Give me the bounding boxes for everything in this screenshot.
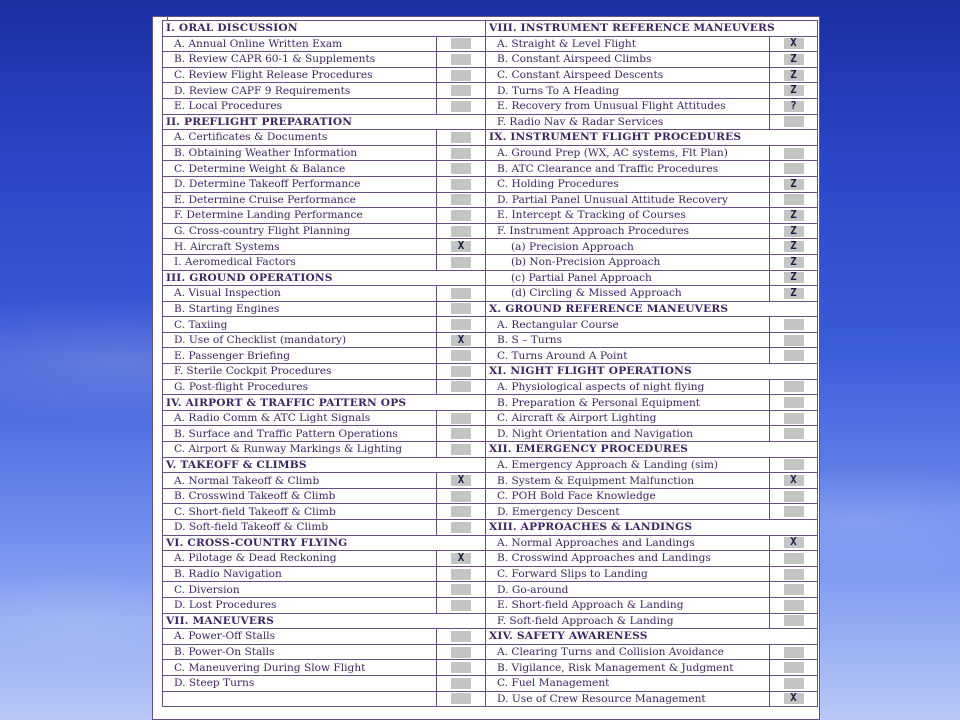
grade-cell[interactable] [437, 67, 486, 83]
grade-cell[interactable] [437, 176, 486, 192]
grade-mark [451, 600, 471, 611]
section-heading: V. TAKEOFF & CLIMBS [163, 457, 486, 473]
grade-cell[interactable] [437, 223, 486, 239]
grade-cell[interactable] [770, 535, 818, 551]
grade-mark [451, 366, 471, 377]
grade-mark [784, 148, 804, 159]
grade-mark [451, 288, 471, 299]
checklist-row [163, 52, 818, 68]
checklist-item-label: B. Obtaining Weather Information [163, 145, 437, 161]
grade-mark [451, 678, 471, 689]
checklist-item-label: A. Clearing Turns and Collision Avoidance [486, 644, 770, 660]
checklist-item-label: (c) Partial Panel Approach [486, 270, 770, 286]
checklist-item-label: C. Airport & Runway Markings & Lighting [163, 442, 437, 458]
grade-mark [784, 319, 804, 330]
grade-mark [784, 678, 804, 689]
grade-cell[interactable] [770, 317, 818, 333]
checklist-item-label: (a) Precision Approach [486, 239, 770, 255]
checklist-row [163, 67, 818, 83]
grade-cell[interactable] [770, 36, 818, 52]
grade-cell[interactable] [437, 597, 486, 613]
grade-mark [784, 335, 804, 346]
grade-cell[interactable] [437, 52, 486, 68]
section-heading: XIII. APPROACHES & LANDINGS [486, 520, 818, 536]
checklist-item-label: A. Physiological aspects of night flying [486, 379, 770, 395]
checklist-row [163, 36, 818, 52]
checklist-row [163, 457, 818, 473]
checklist-row [163, 317, 818, 333]
checklist-item-label [163, 691, 437, 707]
checklist-item-label: G. Cross-country Flight Planning [163, 223, 437, 239]
section-heading: II. PREFLIGHT PREPARATION [163, 114, 486, 130]
checklist-row [163, 613, 818, 629]
checklist-item-label: C. Determine Weight & Balance [163, 161, 437, 177]
checklist-item-label: A. Pilotage & Dead Reckoning [163, 551, 437, 567]
grade-cell[interactable] [770, 473, 818, 489]
grade-cell[interactable] [437, 379, 486, 395]
grade-mark [784, 381, 804, 392]
grade-mark [784, 615, 804, 626]
grade-mark [451, 662, 471, 673]
checklist-item-label: D. Steep Turns [163, 675, 437, 691]
grade-mark: Z [784, 272, 804, 283]
section-heading: XI. NIGHT FLIGHT OPERATIONS [486, 364, 818, 380]
grade-cell[interactable] [437, 520, 486, 536]
checklist-item-label: (d) Circling & Missed Approach [486, 286, 770, 302]
grade-cell[interactable] [437, 660, 486, 676]
grade-mark [451, 350, 471, 361]
checklist-item-label: C. Constant Airspeed Descents [486, 67, 770, 83]
grade-mark [451, 101, 471, 112]
grade-mark [451, 132, 471, 143]
grade-mark: Z [784, 210, 804, 221]
checklist-item-label: A. Ground Prep (WX, AC systems, Flt Plan) [486, 145, 770, 161]
checklist-item-label: B. Crosswind Approaches and Landings [486, 551, 770, 567]
grade-cell[interactable] [437, 644, 486, 660]
checklist-item-label: E. Passenger Briefing [163, 348, 437, 364]
grade-mark: Z [784, 179, 804, 190]
checklist-item-label: D. Review CAPF 9 Requirements [163, 83, 437, 99]
grade-cell[interactable] [770, 395, 818, 411]
checklist-item-label: A. Rectangular Course [486, 317, 770, 333]
checklist-row [163, 629, 818, 645]
checklist-item-label: F. Instrument Approach Procedures [486, 223, 770, 239]
section-heading: IV. AIRPORT & TRAFFIC PATTERN OPS [163, 395, 486, 411]
checklist-row [163, 551, 818, 567]
grade-mark: X [784, 475, 804, 486]
grade-mark: X [784, 693, 804, 704]
checklist-item-label: E. Determine Cruise Performance [163, 192, 437, 208]
checklist-row [163, 364, 818, 380]
checklist-item-label: (b) Non-Precision Approach [486, 254, 770, 270]
checklist-row [163, 301, 818, 317]
grade-cell[interactable] [770, 582, 818, 598]
grade-mark [451, 148, 471, 159]
checklist-row [163, 410, 818, 426]
grade-mark [451, 413, 471, 424]
grade-mark: Z [784, 85, 804, 96]
grade-cell[interactable] [770, 176, 818, 192]
checklist-row [163, 130, 818, 146]
grade-mark [784, 491, 804, 502]
checklist-row [163, 442, 818, 458]
grade-cell[interactable] [770, 551, 818, 567]
checklist-item-label: B. Power-On Stalls [163, 644, 437, 660]
checklist-item-label: H. Aircraft Systems [163, 239, 437, 255]
grade-mark [451, 70, 471, 81]
checklist-item-label: D. Turns To A Heading [486, 83, 770, 99]
checklist-row [163, 223, 818, 239]
grade-mark [451, 522, 471, 533]
section-heading: IX. INSTRUMENT FLIGHT PROCEDURES [486, 130, 818, 146]
checklist-item-label: B. System & Equipment Malfunction [486, 473, 770, 489]
section-heading: III. GROUND OPERATIONS [163, 270, 486, 286]
grade-mark [451, 631, 471, 642]
checklist-row [163, 691, 818, 707]
grade-cell[interactable] [770, 114, 818, 130]
grade-cell[interactable] [770, 286, 818, 302]
checklist-item-label: B. Surface and Traffic Pattern Operations [163, 426, 437, 442]
grade-cell[interactable] [770, 457, 818, 473]
grade-cell[interactable] [770, 566, 818, 582]
section-heading: VI. CROSS-COUNTRY FLYING [163, 535, 486, 551]
checklist-item-label: D. Soft-field Takeoff & Climb [163, 520, 437, 536]
grade-mark [451, 210, 471, 221]
grade-mark [784, 116, 804, 127]
checklist-row [163, 239, 818, 255]
grade-mark [451, 647, 471, 658]
checklist-row [163, 675, 818, 691]
checklist-item-label: A. Annual Online Written Exam [163, 36, 437, 52]
grade-cell[interactable] [437, 208, 486, 224]
grade-cell[interactable] [770, 98, 818, 114]
section-heading: I. ORAL DISCUSSION [163, 21, 486, 37]
grade-mark: X [784, 537, 804, 548]
grade-cell[interactable] [770, 67, 818, 83]
checklist-item-label: E. Short-field Approach & Landing [486, 597, 770, 613]
grade-cell[interactable] [770, 161, 818, 177]
grade-cell[interactable] [437, 317, 486, 333]
checklist-item-label: A. Certificates & Documents [163, 130, 437, 146]
checklist-item-label: G. Post-flight Procedures [163, 379, 437, 395]
checklist-item-label: D. Partial Panel Unusual Attitude Recovery [486, 192, 770, 208]
section-heading: XIV. SAFETY AWARENESS [486, 629, 818, 645]
grade-cell[interactable] [770, 332, 818, 348]
checklist-row [163, 161, 818, 177]
grade-cell[interactable] [437, 582, 486, 598]
grade-cell[interactable] [770, 675, 818, 691]
grade-cell[interactable] [437, 348, 486, 364]
grade-mark: X [451, 553, 471, 564]
section-heading: VII. MANEUVERS [163, 613, 486, 629]
grade-mark [784, 459, 804, 470]
checklist-item-label: D. Determine Takeoff Performance [163, 176, 437, 192]
grade-cell[interactable] [437, 566, 486, 582]
grade-mark [784, 194, 804, 205]
grade-cell[interactable] [437, 410, 486, 426]
grade-mark [451, 194, 471, 205]
grade-mark [451, 303, 471, 314]
grade-cell[interactable] [770, 83, 818, 99]
checklist-row [163, 504, 818, 520]
checklist-row [163, 208, 818, 224]
grade-mark [451, 163, 471, 174]
checklist-item-label: C. Diversion [163, 582, 437, 598]
grade-cell[interactable] [437, 239, 486, 255]
grade-mark [451, 319, 471, 330]
grade-mark [784, 662, 804, 673]
grade-cell[interactable] [770, 239, 818, 255]
checklist-item-label: C. Short-field Takeoff & Climb [163, 504, 437, 520]
grade-cell[interactable] [770, 644, 818, 660]
grade-cell[interactable] [770, 426, 818, 442]
checklist-row [163, 145, 818, 161]
grade-cell[interactable] [770, 208, 818, 224]
grade-mark: X [784, 38, 804, 49]
checklist-row [163, 597, 818, 613]
grade-cell[interactable] [770, 488, 818, 504]
checklist-item-label: B. S – Turns [486, 332, 770, 348]
grade-mark [451, 179, 471, 190]
grade-mark: Z [784, 54, 804, 65]
grade-cell[interactable] [437, 504, 486, 520]
grade-cell[interactable] [770, 270, 818, 286]
checklist-item-label: B. Starting Engines [163, 301, 437, 317]
checklist-item-label: F. Sterile Cockpit Procedures [163, 364, 437, 380]
checklist-row [163, 566, 818, 582]
grade-mark [784, 428, 804, 439]
grade-cell[interactable] [437, 192, 486, 208]
checklist-row [163, 660, 818, 676]
grade-cell[interactable] [437, 488, 486, 504]
grade-cell[interactable] [770, 223, 818, 239]
grade-mark [784, 553, 804, 564]
grade-mark [784, 584, 804, 595]
grade-cell[interactable] [437, 691, 486, 707]
checklist-row [163, 520, 818, 536]
checklist-row [163, 488, 818, 504]
grade-cell[interactable] [770, 691, 818, 707]
checklist-item-label: C. Holding Procedures [486, 176, 770, 192]
grade-cell[interactable] [770, 597, 818, 613]
grade-cell[interactable] [437, 629, 486, 645]
grade-mark [451, 584, 471, 595]
grade-mark [451, 257, 471, 268]
grade-mark: Z [784, 226, 804, 237]
checklist-row [163, 332, 818, 348]
grade-mark: Z [784, 70, 804, 81]
grade-mark [784, 569, 804, 580]
grade-cell[interactable] [437, 442, 486, 458]
section-heading: VIII. INSTRUMENT REFERENCE MANEUVERS [486, 21, 818, 37]
checklist-item-label: I. Aeromedical Factors [163, 254, 437, 270]
checklist-item-label: A. Radio Comm & ATC Light Signals [163, 410, 437, 426]
checklist-row [163, 473, 818, 489]
checklist-item-label: F. Determine Landing Performance [163, 208, 437, 224]
checklist-item-label: C. POH Bold Face Knowledge [486, 488, 770, 504]
checklist-item-label: D. Emergency Descent [486, 504, 770, 520]
checklist-item-label: C. Review Flight Release Procedures [163, 67, 437, 83]
grade-mark: X [451, 335, 471, 346]
section-heading: X. GROUND REFERENCE MANEUVERS [486, 301, 818, 317]
checklist-item-label: F. Soft-field Approach & Landing [486, 613, 770, 629]
checklist-item-label: C. Aircraft & Airport Lighting [486, 410, 770, 426]
grade-mark: Z [784, 288, 804, 299]
grade-mark [451, 54, 471, 65]
checklist-item-label: A. Power-Off Stalls [163, 629, 437, 645]
grade-mark [451, 85, 471, 96]
grade-cell[interactable] [770, 660, 818, 676]
checklist-sheet [152, 16, 820, 720]
checklist-item-label: C. Fuel Management [486, 675, 770, 691]
grade-cell[interactable] [770, 192, 818, 208]
checklist-row [163, 535, 818, 551]
grade-cell[interactable] [437, 36, 486, 52]
grade-cell[interactable] [437, 332, 486, 348]
checklist-row [163, 192, 818, 208]
grade-cell[interactable] [437, 473, 486, 489]
checklist-item-label: B. Radio Navigation [163, 566, 437, 582]
checklist-row [163, 98, 818, 114]
grade-cell[interactable] [437, 551, 486, 567]
checklist-row [163, 176, 818, 192]
checklist-item-label: E. Recovery from Unusual Flight Attitudes [486, 98, 770, 114]
grade-cell[interactable] [770, 145, 818, 161]
checklist-item-label: D. Night Orientation and Navigation [486, 426, 770, 442]
checklist-item-label: F. Radio Nav & Radar Services [486, 114, 770, 130]
grade-mark [784, 600, 804, 611]
grade-cell[interactable] [437, 145, 486, 161]
grade-cell[interactable] [437, 83, 486, 99]
checklist-item-label: D. Use of Checklist (mandatory) [163, 332, 437, 348]
checklist-item-label: C. Maneuvering During Slow Flight [163, 660, 437, 676]
grade-mark: X [451, 475, 471, 486]
checklist-item-label: E. Intercept & Tracking of Courses [486, 208, 770, 224]
grade-cell[interactable] [437, 161, 486, 177]
grade-mark [451, 444, 471, 455]
grade-mark [784, 506, 804, 517]
grade-mark [451, 491, 471, 502]
grade-mark [451, 428, 471, 439]
checklist-item-label: B. Vigilance, Risk Management & Judgment [486, 660, 770, 676]
checklist-row [163, 379, 818, 395]
grade-cell[interactable] [437, 364, 486, 380]
grade-cell[interactable] [437, 98, 486, 114]
grade-mark [451, 569, 471, 580]
grade-cell[interactable] [437, 675, 486, 691]
checklist-row [163, 426, 818, 442]
grade-mark [451, 226, 471, 237]
grade-cell[interactable] [770, 52, 818, 68]
checklist-item-label: D. Go-around [486, 582, 770, 598]
checklist-row [163, 286, 818, 302]
checklist-item-label: D. Use of Crew Resource Management [486, 691, 770, 707]
grade-mark: Z [784, 257, 804, 268]
grade-cell[interactable] [437, 254, 486, 270]
checklist-row [163, 395, 818, 411]
grade-mark [451, 38, 471, 49]
grade-cell[interactable] [437, 426, 486, 442]
grade-mark [784, 413, 804, 424]
section-heading: XII. EMERGENCY PROCEDURES [486, 442, 818, 458]
checklist-item-label: A. Visual Inspection [163, 286, 437, 302]
grade-mark: X [451, 241, 471, 252]
checklist-item-label: A. Normal Takeoff & Climb [163, 473, 437, 489]
checklist-item-label: E. Local Procedures [163, 98, 437, 114]
checklist-row [163, 83, 818, 99]
grade-cell[interactable] [770, 504, 818, 520]
grade-mark [784, 397, 804, 408]
grade-cell[interactable] [770, 410, 818, 426]
checklist-item-label: B. Review CAPR 60-1 & Supplements [163, 52, 437, 68]
grade-cell[interactable] [437, 301, 486, 317]
maneuvers-checklist-table [162, 20, 818, 707]
checklist-row [163, 644, 818, 660]
checklist-row [163, 114, 818, 130]
grade-cell[interactable] [770, 348, 818, 364]
grade-mark [451, 506, 471, 517]
grade-cell[interactable] [437, 130, 486, 146]
checklist-item-label: B. Crosswind Takeoff & Climb [163, 488, 437, 504]
grade-mark [451, 693, 471, 704]
checklist-item-label: C. Taxiing [163, 317, 437, 333]
grade-mark [784, 647, 804, 658]
checklist-item-label: A. Straight & Level Flight [486, 36, 770, 52]
checklist-item-label: C. Forward Slips to Landing [486, 566, 770, 582]
grade-mark [784, 163, 804, 174]
grade-cell[interactable] [770, 379, 818, 395]
checklist-row [163, 21, 818, 37]
checklist-item-label: D. Lost Procedures [163, 597, 437, 613]
grade-mark [784, 350, 804, 361]
checklist-item-label: B. ATC Clearance and Traffic Procedures [486, 161, 770, 177]
grade-cell[interactable] [437, 286, 486, 302]
checklist-row [163, 270, 818, 286]
checklist-item-label: C. Turns Around A Point [486, 348, 770, 364]
checklist-row [163, 582, 818, 598]
checklist-item-label: B. Constant Airspeed Climbs [486, 52, 770, 68]
checklist-item-label: A. Emergency Approach & Landing (sim) [486, 457, 770, 473]
grade-mark [451, 381, 471, 392]
grade-mark: Z [784, 241, 804, 252]
checklist-item-label: B. Preparation & Personal Equipment [486, 395, 770, 411]
grade-cell[interactable] [770, 254, 818, 270]
grade-mark: ? [784, 101, 804, 112]
grade-cell[interactable] [770, 613, 818, 629]
checklist-row [163, 254, 818, 270]
checklist-row [163, 348, 818, 364]
checklist-item-label: A. Normal Approaches and Landings [486, 535, 770, 551]
